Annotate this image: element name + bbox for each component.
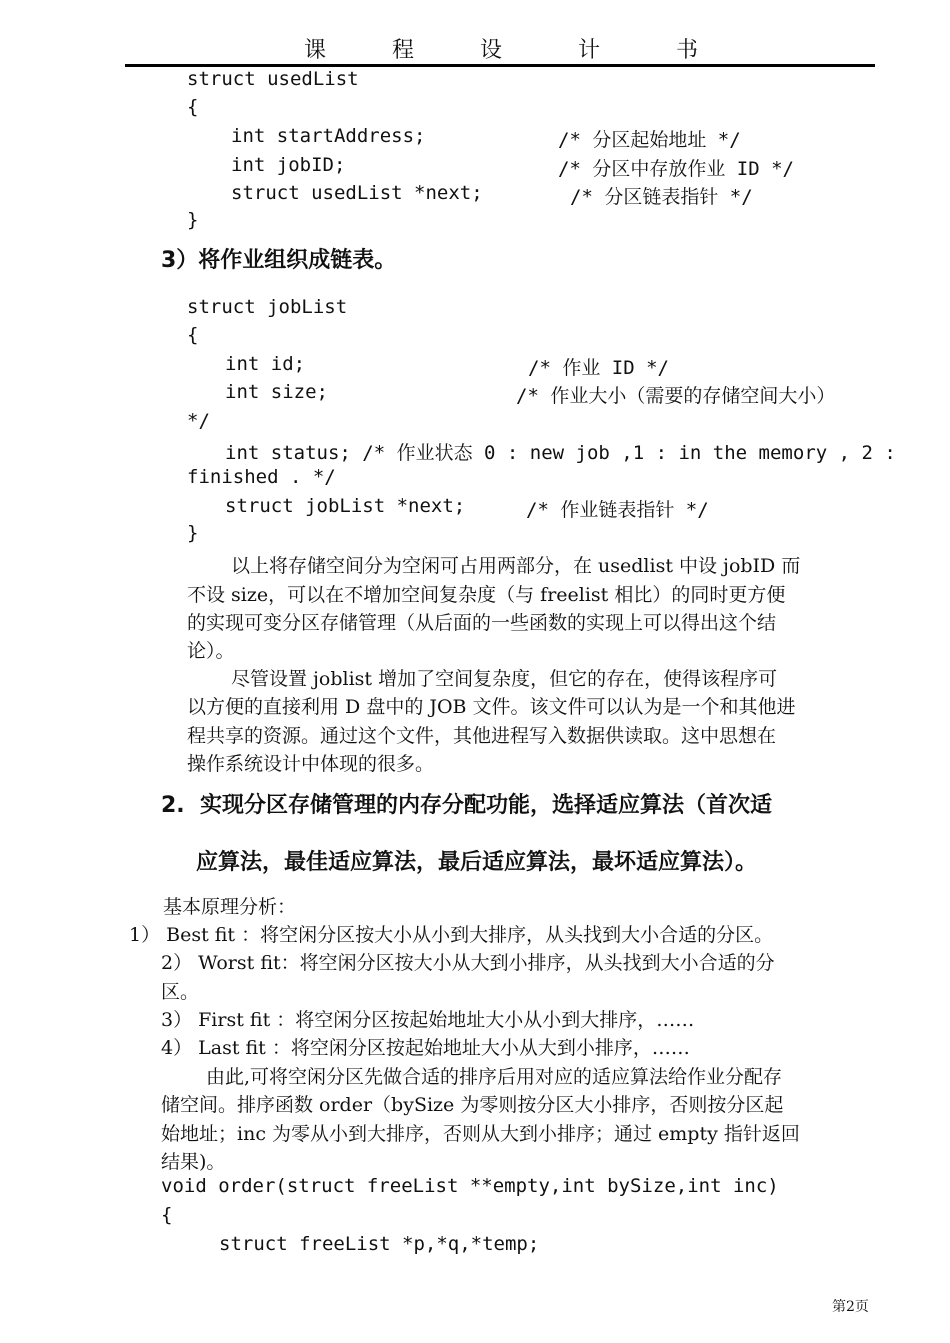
paragraph-line: 程共享的资源。通过这个文件，其他进程写入数据供读取。这中思想在 [187, 725, 777, 747]
analysis-item: 2） Worst fit：将空闲分区按大小从大到小排序，从头找到大小合适的分 [161, 952, 775, 974]
header-char: 书 [676, 38, 699, 63]
section-heading-3: 3）将作业组织成链表。 [161, 248, 397, 273]
paragraph-line: 论）。 [187, 640, 235, 662]
code-line: struct jobList [187, 296, 348, 318]
code-comment: /* 作业大小（需要的存储空间大小） [516, 385, 836, 407]
code-line: { [161, 1204, 173, 1226]
code-line: int jobID; [231, 154, 346, 176]
code-line: int id; [225, 353, 306, 375]
paragraph-line: 的实现可变分区存储管理（从后面的一些函数的实现上可以得出这个结 [187, 612, 777, 634]
code-line: int startAddress; [231, 125, 426, 147]
paragraph-line: 以方便的直接利用 D 盘中的 JOB 文件。该文件可以认为是一个和其他进 [187, 696, 796, 718]
code-comment: /* 分区链表指针 */ [570, 186, 753, 208]
section-heading-2-line1: 2. 实现分区存储管理的内存分配功能，选择适应算法（首次适 [161, 793, 772, 818]
code-line: } [187, 522, 199, 544]
code-line: struct freeList *p,*q,*temp; [219, 1233, 540, 1255]
analysis-item: 区。 [161, 981, 200, 1003]
header-char: 计 [578, 38, 601, 63]
analysis-item: 4） Last fit ：将空闲分区按起始地址大小从大到小排序，…… [161, 1037, 690, 1059]
code-line: struct jobList *next; [225, 495, 466, 517]
code-line: struct usedList *next; [231, 182, 483, 204]
paragraph-line: 储空间。排序函数 order（bySize 为零则按分区大小排序，否则按分区起 [161, 1094, 784, 1116]
code-line: } [187, 209, 199, 231]
paragraph-line: 以上将存储空间分为空闲可占用两部分，在 usedlist 中设 jobID 而 [231, 555, 801, 577]
section-heading-2-line2: 应算法，最佳适应算法，最后适应算法，最坏适应算法）。 [196, 850, 758, 875]
code-line: */ [187, 410, 210, 432]
header-char: 课 [304, 38, 327, 63]
code-line: void order(struct freeList **empty,int bySize,int inc) [161, 1175, 779, 1197]
analysis-item: 3） First fit ：将空闲分区按起始地址大小从小到大排序，…… [161, 1009, 695, 1031]
header-char: 设 [480, 38, 503, 63]
code-line: int status; /* 作业状态 0 : new job ,1 : in the memory , 2 : [225, 442, 896, 464]
paragraph-line: 操作系统设计中体现的很多。 [187, 753, 435, 775]
analysis-title: 基本原理分析： [163, 896, 297, 918]
code-comment: /* 分区起始地址 */ [558, 129, 741, 151]
paragraph-line: 尽管设置 joblist 增加了空间复杂度，但它的存在，使得该程序可 [231, 668, 778, 690]
page-number: 第2页 [832, 1299, 869, 1315]
analysis-item: 1） Best fit ：将空闲分区按大小从小到大排序，从头找到大小合适的分区。 [129, 924, 774, 946]
paragraph-line: 结果)。 [161, 1151, 226, 1173]
code-line: int size; [225, 381, 328, 403]
code-comment: /* 作业 ID */ [528, 357, 669, 379]
header-rule [125, 64, 875, 67]
code-line: { [187, 324, 199, 346]
paragraph-line: 由此,可将空闲分区先做合适的排序后用对应的适应算法给作业分配存 [206, 1066, 783, 1088]
header-char: 程 [392, 38, 415, 63]
code-line: finished . */ [187, 466, 336, 488]
code-comment: /* 分区中存放作业 ID */ [558, 158, 794, 180]
code-comment: /* 作业链表指针 */ [526, 499, 709, 521]
paragraph-line: 不设 size，可以在不增加空间复杂度（与 freelist 相比）的同时更方便 [187, 584, 786, 606]
code-line: { [187, 96, 199, 118]
code-line: struct usedList [187, 68, 359, 90]
paragraph-line: 始地址；inc 为零从小到大排序，否则从大到小排序；通过 empty 指针返回 [161, 1123, 800, 1145]
